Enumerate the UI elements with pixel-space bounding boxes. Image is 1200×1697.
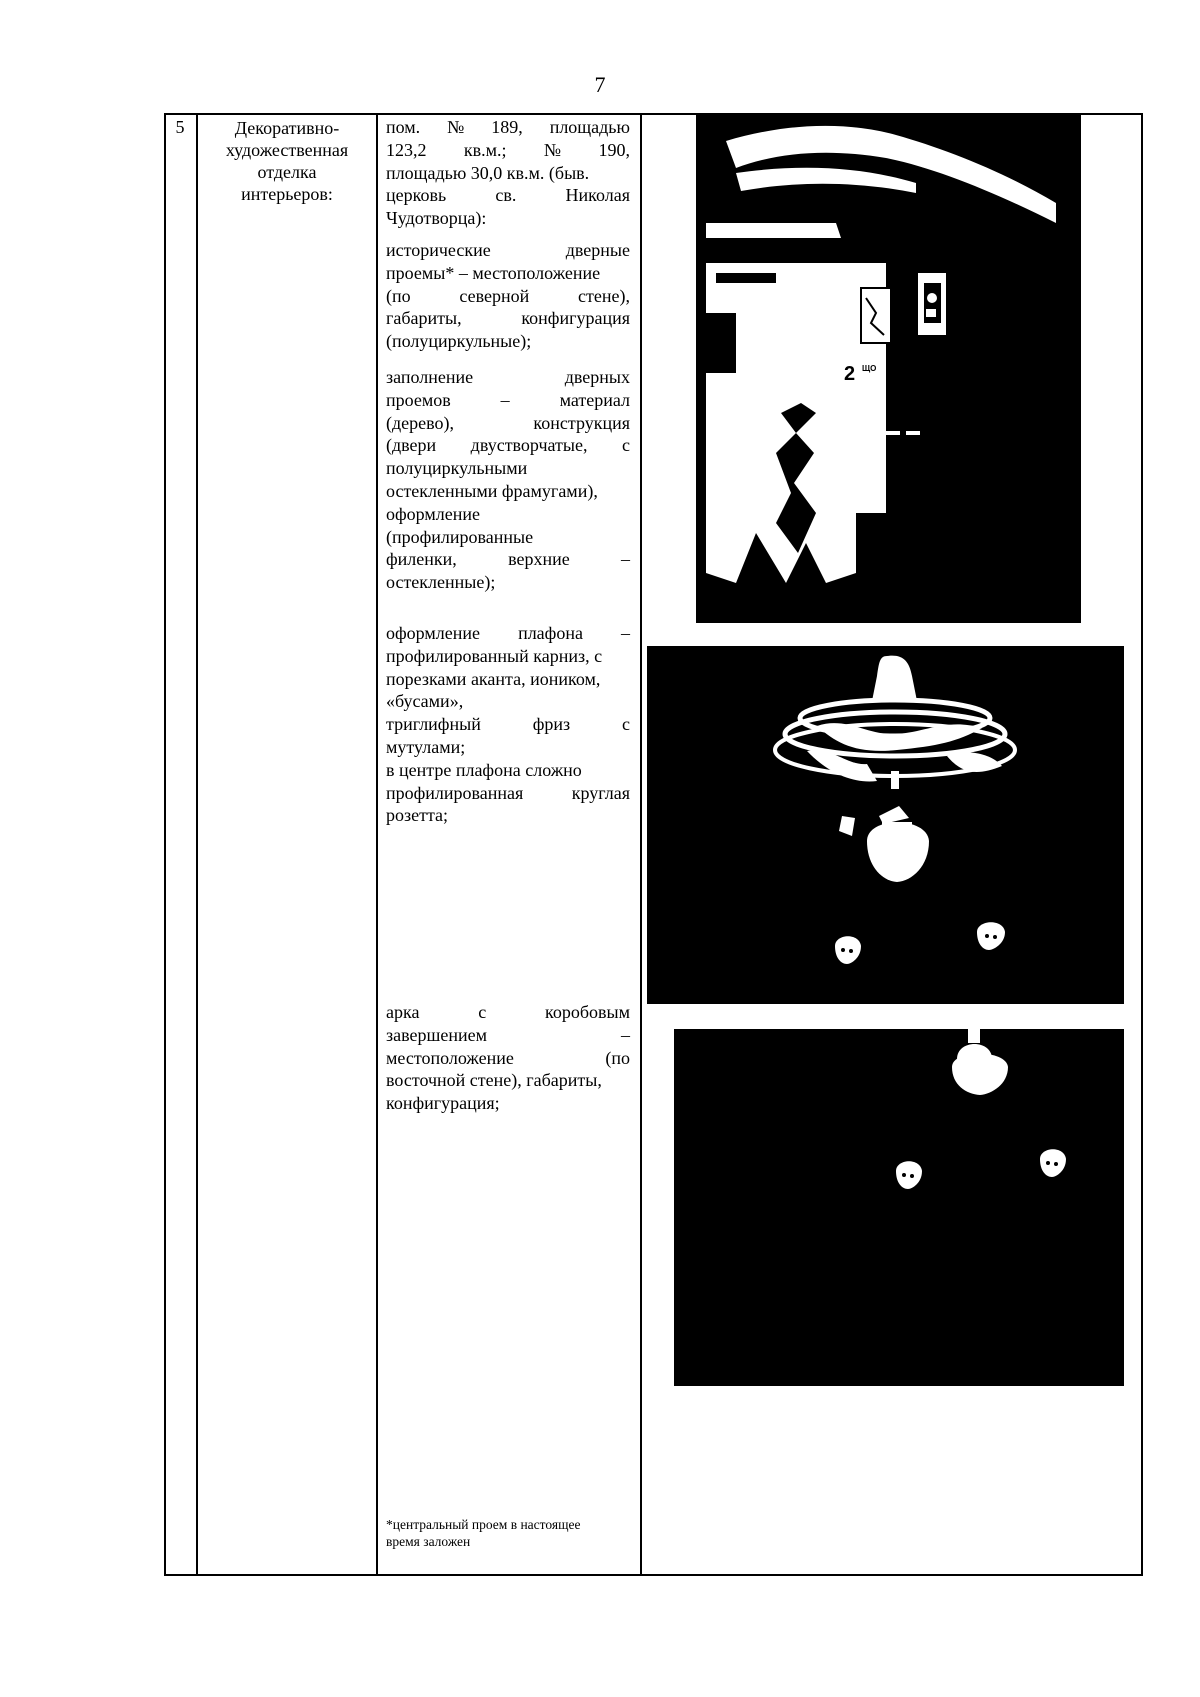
description-word: в центре плафона сложно: [386, 759, 582, 780]
description-word: №: [543, 139, 562, 160]
table-column-divider: [196, 113, 198, 1576]
description-word: кв.м.;: [463, 139, 507, 160]
description-word: проемы* – местоположение: [386, 262, 601, 283]
description-word: северной: [459, 285, 530, 306]
description-word: местоположение: [386, 1047, 514, 1068]
photo-arch: [674, 1029, 1124, 1386]
description-word: церковь: [386, 185, 447, 206]
description-line: [386, 548, 630, 571]
description-line: [386, 1047, 630, 1070]
footnote-line: *центральный проем в настоящее: [386, 1517, 581, 1532]
description-line: [386, 571, 630, 594]
description-line: [386, 690, 630, 713]
table-border-right: [1141, 113, 1143, 1576]
description-paragraph: [386, 116, 630, 230]
description-word: (двери: [386, 435, 437, 456]
description-word: остекленными фрамугами),: [386, 480, 598, 501]
description-word: (профилированные: [386, 526, 534, 547]
description-word: профилированный карниз, с: [386, 645, 603, 666]
description-paragraph: [386, 1001, 630, 1115]
description-line: [386, 759, 630, 782]
description-line: [386, 207, 630, 230]
description-line: [386, 262, 630, 285]
description-word: (полуциркульные);: [386, 331, 532, 352]
table-border-bottom: [164, 1574, 1143, 1576]
footnote: [386, 1516, 630, 1550]
description-word: (по: [605, 1047, 630, 1068]
description-word: №: [447, 117, 465, 137]
element-name-line: Декоративно-: [234, 118, 340, 138]
description-word: коробовым: [545, 1002, 630, 1022]
photo-sign-text: ЩО: [862, 364, 877, 373]
description-word: двустворчатые,: [470, 435, 588, 456]
description-word: профилированная: [386, 782, 524, 803]
description-word: фриз: [532, 714, 571, 735]
description-word: (по: [386, 285, 411, 306]
description-word: св.: [495, 185, 517, 206]
description-line: [386, 434, 630, 457]
description-word: площадью: [549, 117, 630, 137]
photo-arch-image: [674, 1029, 1124, 1386]
description-paragraph: [386, 366, 630, 594]
description-line: [386, 668, 630, 691]
description-line: [386, 1092, 630, 1115]
description-line: [386, 239, 630, 262]
description-line: [386, 480, 630, 503]
description-word: исторические: [386, 240, 491, 260]
element-name-line: отделка: [257, 162, 317, 182]
description-word: розетта;: [386, 805, 449, 826]
description-line: [386, 622, 630, 645]
description-word: Чудотворца):: [386, 208, 487, 229]
description-word: пом.: [386, 117, 421, 137]
description-word: «бусами»,: [386, 691, 464, 712]
description-word: плафона: [518, 623, 583, 643]
description-word: габариты,: [386, 308, 462, 329]
element-name: [198, 117, 376, 205]
description-word: 189,: [491, 117, 523, 137]
description-word: конфигурация: [521, 308, 630, 329]
description-line: [386, 330, 630, 353]
description-word: мутулами;: [386, 736, 466, 757]
description-line: [386, 366, 630, 389]
description-line: [386, 804, 630, 827]
page-number: 7: [594, 72, 606, 97]
description-word: дверных: [564, 367, 630, 387]
photo-doorway: [696, 113, 1081, 623]
row-number: 5: [175, 117, 185, 137]
description-word: арка: [386, 1002, 420, 1022]
description-word: (дерево),: [386, 412, 455, 433]
description-word: филенки,: [386, 549, 457, 570]
description-word: 123,2: [386, 139, 427, 160]
description-line: [386, 184, 630, 207]
description-line: [386, 503, 630, 526]
description-word: 190,: [598, 139, 630, 160]
description-line: [386, 736, 630, 759]
description-word: оформление: [386, 623, 481, 643]
description-word: остекленные);: [386, 572, 496, 593]
description-line: [386, 139, 630, 162]
description-word: круглая: [571, 782, 630, 803]
description-word: заполнение: [386, 367, 474, 387]
description-word: –: [500, 389, 510, 410]
table-column-divider: [640, 113, 642, 1576]
element-name-line: художественная: [225, 140, 349, 160]
description-word: триглифный: [386, 714, 481, 735]
description-word: оформление: [386, 503, 481, 524]
description-word: конструкция: [533, 412, 630, 433]
photo-ceiling-rosette-image: [647, 646, 1124, 1004]
description-word: верхние: [508, 549, 570, 570]
description-line: [386, 1024, 630, 1047]
description-word: площадью 30,0 кв.м. (быв.: [386, 162, 590, 183]
description-line: [386, 412, 630, 435]
description-word: –: [620, 549, 630, 570]
description-word: стене),: [578, 285, 630, 306]
description-line: [386, 307, 630, 330]
description-word: полуциркульными: [386, 458, 528, 479]
description-word: восточной стене), габариты,: [386, 1070, 602, 1091]
description-word: с: [478, 1002, 487, 1022]
photo-ceiling-rosette: [647, 646, 1124, 1004]
description-word: материал: [559, 389, 630, 410]
description-line: [386, 162, 630, 185]
description-word: Николая: [565, 185, 630, 206]
description-line: [386, 1001, 630, 1024]
description-line: [386, 116, 630, 139]
photo-sign-number: 2: [844, 363, 856, 385]
description-word: проемов: [386, 389, 451, 410]
description-line: [386, 645, 630, 668]
description-paragraph: [386, 622, 630, 827]
photo-doorway-image: [696, 113, 1081, 623]
description-line: [386, 526, 630, 549]
description-word: порезками аканта, иоником,: [386, 668, 601, 689]
description-word: с: [621, 714, 630, 735]
table-border-left: [164, 113, 166, 1576]
element-name-line: интерьеров:: [241, 184, 333, 204]
description-word: –: [621, 623, 630, 643]
description-line: [386, 713, 630, 736]
description-line: [386, 782, 630, 805]
table-column-divider: [376, 113, 378, 1576]
description-word: с: [622, 435, 630, 456]
description-word: –: [621, 1024, 630, 1045]
description-paragraph: [386, 239, 630, 353]
description-line: [386, 457, 630, 480]
description-line: [386, 1069, 630, 1092]
description-word: конфигурация;: [386, 1093, 500, 1114]
footnote-line: время заложен: [386, 1534, 471, 1549]
description-word: дверные: [565, 240, 630, 260]
description-word: завершением: [386, 1024, 487, 1045]
description-line: [386, 389, 630, 412]
description-line: [386, 285, 630, 308]
